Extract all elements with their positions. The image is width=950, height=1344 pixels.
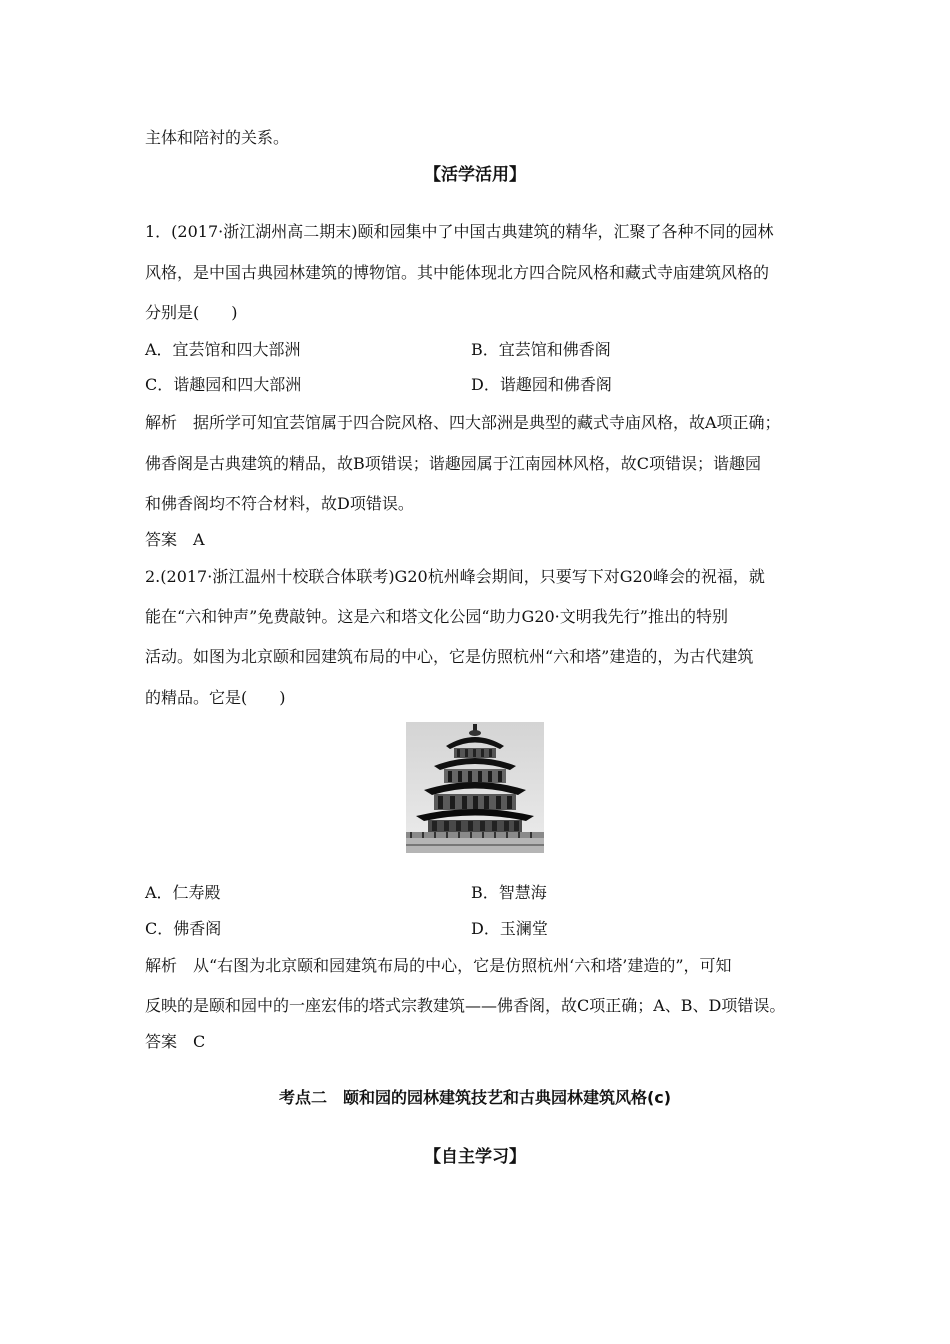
q1-option-b: B．宜芸馆和佛香阁	[471, 340, 611, 359]
q1-line-3: 分别是( )	[145, 303, 238, 322]
q1-option-c: C．谐趣园和四大部洲	[145, 375, 302, 394]
q2-line-3: 活动。如图为北京颐和园建筑布局的中心，它是仿照杭州“六和塔”建造的，为古代建筑	[145, 647, 754, 666]
q1-answer: 答案 A	[145, 530, 205, 549]
q1-analysis-3: 和佛香阁均不符合材料，故D项错误。	[145, 494, 414, 513]
q1-option-d: D．谐趣园和佛香阁	[471, 375, 612, 394]
section-self-study-heading: 【自主学习】	[424, 1147, 526, 1167]
q2-line-1: 2.(2017·浙江温州十校联合体联考)G20杭州峰会期间，只要写下对G20峰会的祝福，就	[145, 567, 765, 586]
q2-analysis-2: 反映的是颐和园中的一座宏伟的塔式宗教建筑——佛香阁，故C项正确；A、B、D项错误。	[145, 996, 786, 1015]
q2-option-d: D．玉澜堂	[471, 919, 548, 938]
q2-line-4: 的精品。它是( )	[145, 688, 286, 707]
q2-analysis-1: 解析 从“右图为北京颐和园建筑布局的中心，它是仿照杭州‘六和塔’建造的”，可知	[145, 956, 732, 975]
q2-option-b: B．智慧海	[471, 883, 547, 902]
q2-option-a: A．仁寿殿	[145, 883, 221, 902]
q1-line-2: 风格，是中国古典园林建筑的博物馆。其中能体现北方四合院风格和藏式寺庙建筑风格的	[145, 263, 770, 282]
q1-analysis-1: 解析 据所学可知宜芸馆属于四合院风格、四大部洲是典型的藏式寺庙风格，故A项正确；	[145, 413, 781, 432]
q2-line-2: 能在“六和钟声”免费敲钟。这是六和塔文化公园“助力G20·文明我先行”推出的特别	[145, 607, 728, 626]
intro-tail: 主体和陪衬的关系。	[145, 128, 290, 147]
q1-analysis-2: 佛香阁是古典建筑的精品，故B项错误；谐趣园属于江南园林风格，故C项错误；谐趣园	[145, 454, 762, 473]
q1-option-a: A．宜芸馆和四大部洲	[145, 340, 301, 359]
section-apply-heading: 【活学活用】	[424, 165, 526, 185]
q2-option-c: C．佛香阁	[145, 919, 222, 938]
q2-answer: 答案 C	[145, 1032, 206, 1051]
pagoda-photo	[406, 722, 544, 853]
q1-line-1: 1．(2017·浙江湖州高二期末)颐和园集中了中国古典建筑的精华，汇聚了各种不同的园林	[145, 222, 774, 241]
section-point2-heading: 考点二 颐和园的园林建筑技艺和古典园林建筑风格(c)	[278, 1088, 672, 1107]
